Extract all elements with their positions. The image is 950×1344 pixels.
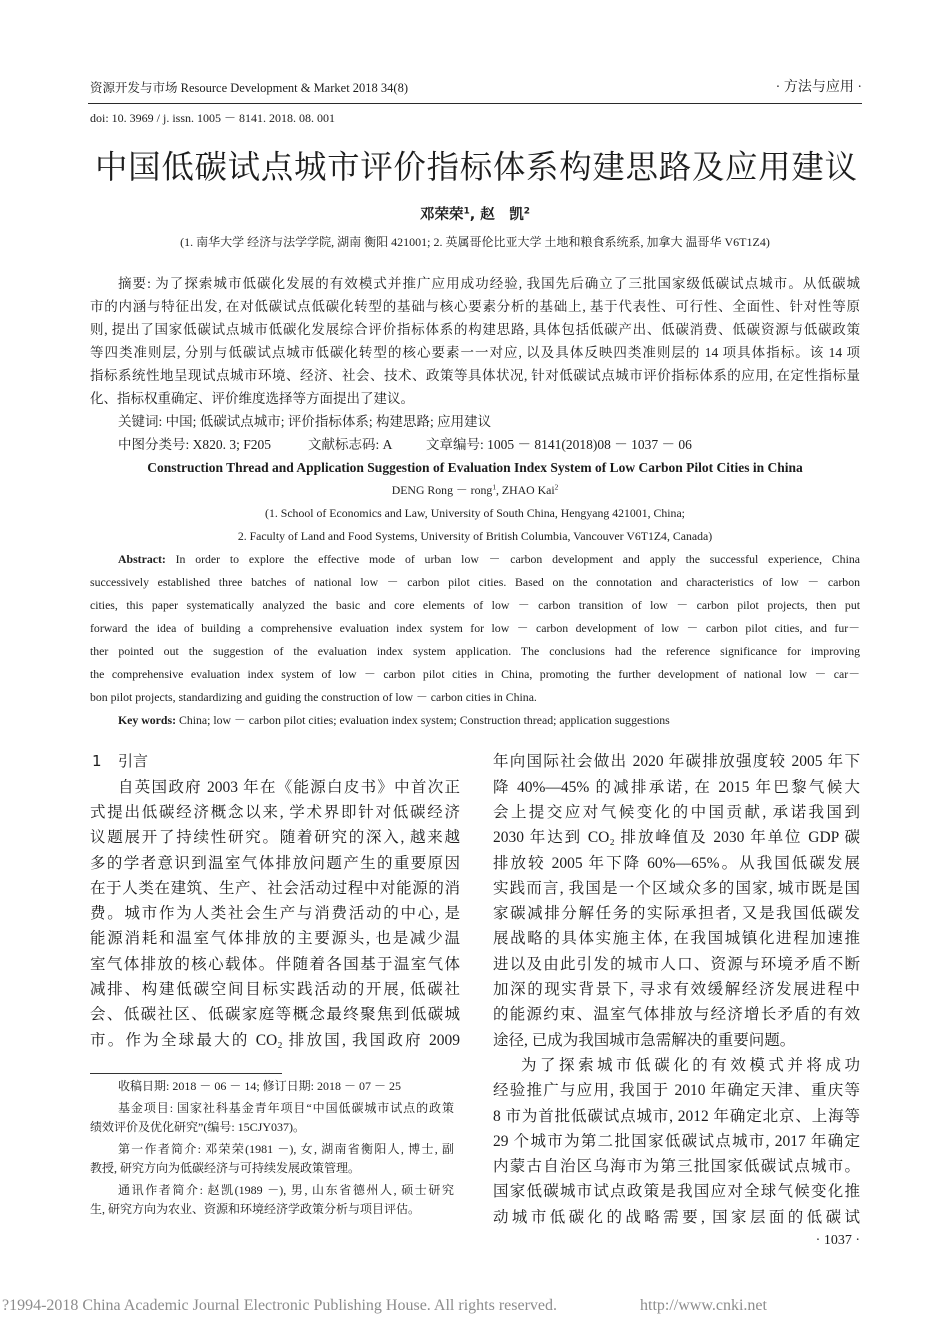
footnote-first-author [90, 1140, 454, 1179]
footnote-line: 生, 研究方向为农业、资源和环境经济学政策分析与项目评估。 [90, 1202, 421, 1217]
journal-info: 资源开发与市场 Resource Development & Market 2018 34(8) [90, 81, 408, 95]
front-matter [90, 272, 860, 732]
cnki-url: http://www.cnki.net [640, 1297, 767, 1314]
copyright-footer [0, 1296, 950, 1316]
author-name: ZHAO Kai [501, 482, 555, 497]
abstract-en-line: successively established three batches of national low － carbon pilot cities. Based on the connotation and characteristics of low － carbon [90, 574, 860, 589]
footnote-line: 绩效评价及优化研究”(编号: 15CJY037)。 [90, 1120, 305, 1135]
footnote-funding [90, 1099, 454, 1138]
abstract-en-label: Abstract: [118, 551, 166, 566]
footnotes [90, 1077, 454, 1220]
abstract-cn-line: 等四类准则层, 分别与低碳试点城市低碳化转型的核心要素一一对应, 以及具体反映四类准则层的 14 项具体指标。该 14 项 [90, 344, 860, 360]
body-line: 市。作为全球最大的 CO₂ 排放国, 我国政府 2009 [90, 1031, 460, 1049]
body-line: 为了探索城市低碳化的有效模式并将成功 [521, 1056, 860, 1074]
body-line: 的能源约束、温室气体排放与经济增长矛盾的有效 [493, 1006, 860, 1024]
body-line: 降 40%—45% 的减排承诺, 在 2015 年巴黎气候大 [493, 778, 860, 796]
abstract-en-line: ther pointed out the suggestion of the evaluation index system application. The conclusions had the reference significance for improving [90, 643, 860, 658]
author-separator: , [495, 482, 502, 497]
author-affil-sup: 1 [492, 482, 496, 492]
authors-en [90, 479, 860, 502]
header-rule [88, 103, 862, 104]
document-code: 文献标志码: A [308, 436, 393, 452]
body-line: 内蒙古自治区乌海市为第三批国家低碳试点城市。 [493, 1158, 860, 1176]
body-line: 议题展开了持续性研究。随着研究的深入, 越来越 [90, 829, 460, 847]
section-label: · 方法与应用 · [775, 80, 862, 95]
body-line: 费。城市作为人类社会生产与消费活动的中心, 是 [90, 905, 460, 923]
body-line: 展战略的具体实施主体, 在我国城镇化进程加速推 [493, 930, 860, 948]
copyright-text: ?1994-2018 China Academic Journal Electronic Publishing House. All rights reserved. [2, 1297, 557, 1314]
body-line: 会、低碳社区、低碳家庭等概念最终聚焦到低碳城 [90, 1006, 460, 1024]
footnote-line: 第一作者简介: 邓荣荣(1981 －), 女, 湖南省衡阳人, 博士, 副 [118, 1141, 454, 1156]
affiliation-cn: (1. 南华大学 经济与法学学院, 湖南 衡阳 421001; 2. 英属哥伦比亚大学 土地和粮食系统系, 加拿大 温哥华 V6T1Z4) [180, 235, 770, 249]
author-affil-sup: 1 [463, 206, 470, 217]
abstract-en-line: cities, this paper systematically analyzed the basic and core elements of low － carbon transition of low － carbon pilot projects, then put [90, 597, 860, 612]
abstract-en-line: forward the idea of building a comprehensive evaluation index system for low － carbon development of low － carbon pilot cities, and fur－ [90, 620, 860, 635]
section-title: 引言 [118, 752, 149, 771]
body-line: 排放较 2005 年下降 60%—65%。从我国低碳发展 [493, 854, 860, 872]
abstract-cn-line: 摘要: 为了探索城市低碳化发展的有效模式并推广应用成功经验, 我国先后确立了三批国家级低碳试点城市。从低碳城 [118, 275, 860, 291]
body-line: 会上提交应对气候变化的中国贡献, 承诺我国到 [493, 803, 860, 821]
body-line: 室气体排放的核心载体。伴随着各国基于温室气体 [90, 955, 460, 973]
abstract-en-line: the comprehensive evaluation index system of low － carbon pilot cities in China, promoting the further development of national low － car－ [90, 666, 860, 681]
abstract-cn-line: 则, 提出了国家低碳试点城市低碳化发展综合评价指标体系的构建思路, 具体包括低碳产出、低碳消费、低碳资源与低碳政策 [90, 321, 860, 337]
body-line: 进以及由此引发的城市人口、资源与环境矛盾不断 [493, 955, 860, 973]
body-line: 动城市低碳化的战略需要, 国家层面的低碳试 [493, 1208, 860, 1226]
running-header [90, 80, 862, 97]
author-affil-sup: 2 [523, 206, 531, 217]
right-column [493, 749, 860, 1230]
footnote-rule [90, 1073, 282, 1074]
abstract-en-text: In order to explore the effective mode of urban low － carbon development and apply the successful experience, China [175, 551, 860, 566]
body-line: 加深的现实背景下, 寻求有效缓解经济发展进程中 [493, 981, 860, 999]
abstract-cn-line: 化、指标权重确定、评价维度选择等方面提出了建议。 [90, 390, 414, 406]
author-name: 邓荣荣 [419, 207, 464, 223]
section-heading [90, 749, 460, 774]
article-number: 文章编号: 1005 － 8141(2018)08 － 1037 － 06 [426, 436, 692, 452]
title-en: Construction Thread and Application Suggestion of Evaluation Index System of Low Carbon Pilot Cities in China [147, 459, 803, 475]
footnote-received-date [90, 1077, 454, 1097]
author-name: DENG Rong － rong [391, 482, 493, 497]
footnote-line: 基金项目: 国家社科基金青年项目“中国低碳城市试点的政策 [118, 1100, 454, 1115]
page-number: · 1037 · [815, 1233, 860, 1248]
author-separator: , [469, 207, 481, 223]
body-line: 8 市为首批低碳试点城市, 2012 年确定北京、上海等 [493, 1107, 860, 1125]
left-column [90, 749, 460, 1053]
footnote-corresponding-author [90, 1181, 454, 1220]
affiliation-en-line: (1. School of Economics and Law, University of South China, Hengyang 421001, China; [265, 505, 685, 520]
keywords-en [90, 709, 860, 732]
section-number: 1 [92, 752, 102, 771]
footnote-line: 通讯作者简介: 赵凯(1989 －), 男, 山东省德州人, 硕士研究 [118, 1182, 454, 1197]
body-line: 减排、构建低碳空间目标实践活动的开展, 低碳社 [90, 981, 460, 999]
body-line: 式提出低碳经济概念以来, 学术界即针对低碳经济 [90, 803, 460, 821]
authors-cn [90, 204, 860, 226]
body-line: 29 个城市为第二批国家低碳试点城市, 2017 年确定 [493, 1132, 860, 1150]
keywords-cn: 关键词: 中国; 低碳试点城市; 评价指标体系; 构建思路; 应用建议 [118, 413, 492, 429]
classification-line [90, 433, 860, 456]
body-line: 国家低碳城市试点政策是我国应对全球气候变化推 [493, 1183, 860, 1201]
paper-title: 中国低碳试点城市评价指标体系构建思路及应用建议 [95, 150, 857, 186]
author-affil-sup: 2 [554, 482, 559, 492]
body-line: 途径, 已成为我国城市急需解决的重要问题。 [493, 1031, 796, 1049]
body-line: 实践而言, 我国是一个区域众多的国家, 城市既是国 [493, 879, 860, 897]
footnote-line: 教授, 研究方向为低碳经济与可持续发展政策管理。 [90, 1161, 361, 1176]
body-line: 自英国政府 2003 年在《能源白皮书》中首次正 [118, 778, 460, 796]
body-line: 在于人类在建筑、生产、社会活动过程中对能源的消 [90, 879, 460, 897]
abstract-en-line: bon pilot projects, standardizing and guiding the construction of low － carbon cities in China. [90, 689, 537, 704]
abstract-en-line [90, 548, 860, 571]
body-line: 能源消耗和温室气体排放的主要源头, 也是减少温 [90, 930, 460, 948]
body-line: 多的学者意识到温室气体排放问题产生的重要原因 [90, 854, 460, 872]
clc-number: 中图分类号: X820. 3; F205 [118, 436, 272, 452]
abstract-cn-line: 市的内涵与特征出发, 在对低碳试点低碳化转型的基础与核心要素分析的基础上, 基于代表性、可行性、全面性、针对性等原 [90, 298, 860, 314]
keywords-en-label: Key words: [118, 712, 176, 727]
keywords-en-text: China; low － carbon pilot cities; evaluation index system; Construction thread; application suggestions [178, 712, 670, 727]
affiliation-en-line: 2. Faculty of Land and Food Systems, University of British Columbia, Vancouver V6T1Z4, Canada) [237, 528, 713, 543]
body-line: 年向国际社会做出 2020 年碳排放强度较 2005 年下 [493, 753, 860, 771]
body-line: 家碳减排分解任务的实际承担者, 又是我国低碳发 [493, 905, 860, 923]
doi: doi: 10. 3969 / j. issn. 1005 － 8141. 2018. 08. 001 [90, 111, 336, 125]
abstract-cn-line: 指标系统性地呈现试点城市环境、经济、社会、技术、政策等具体状况, 针对低碳试点城市评价指标体系的应用, 在定性指标量 [90, 367, 860, 383]
footnote-line: 收稿日期: 2018 － 06 － 14; 修订日期: 2018 － 07 － 25 [118, 1079, 402, 1094]
author-name: 赵 凯 [480, 207, 524, 223]
body-line: 经验推广与应用, 我国于 2010 年确定天津、重庆等 [493, 1082, 860, 1100]
body-line: 2030 年达到 CO₂ 排放峰值及 2030 年单位 GDP 碳 [493, 829, 860, 847]
